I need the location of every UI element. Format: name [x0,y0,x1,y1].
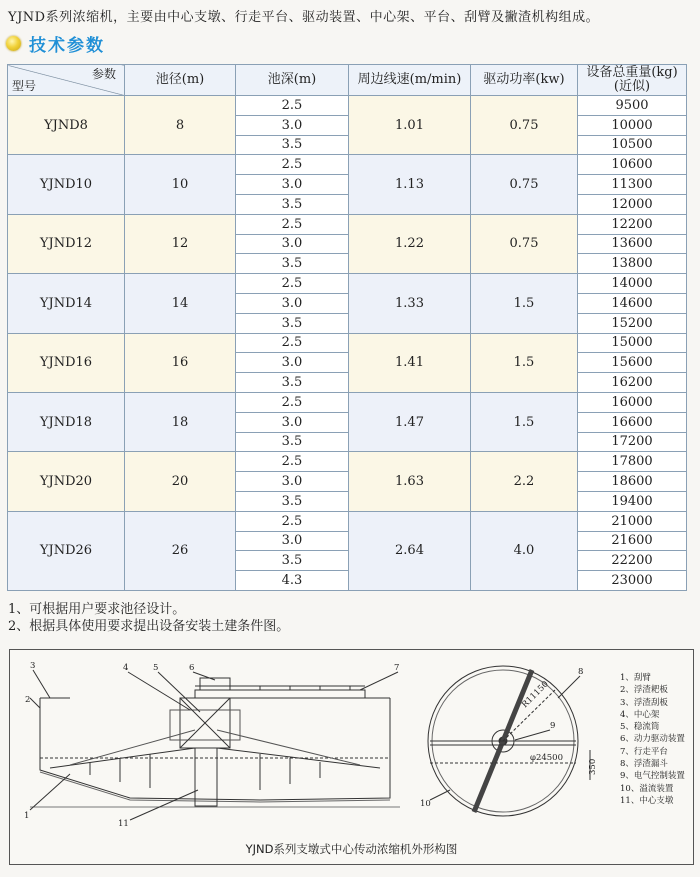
model-cell: YJND20 [8,452,125,511]
thickener-drawing [10,650,693,864]
depth-cell: 2.5 [236,452,349,472]
weight-cell: 23000 [578,571,687,591]
model-cell: YJND12 [8,214,125,273]
legend-item: 4、中心架 [620,709,660,720]
table-row [8,155,687,175]
note-item: 2、根据具体使用要求提出设备安装土建条件图。 [8,619,290,634]
diameter-cell: 10 [125,155,236,214]
weight-cell: 16000 [578,392,687,412]
model-cell: YJND16 [8,333,125,392]
label-dim-350: 350 [588,758,598,775]
weight-cell: 13800 [578,254,687,274]
weight-cell: 10500 [578,135,687,155]
depth-cell: 2.5 [236,392,349,412]
depth-cell: 3.0 [236,412,349,432]
table-row [8,392,687,412]
speed-cell: 1.47 [349,392,471,451]
speed-cell: 1.22 [349,214,471,273]
depth-cell: 3.5 [236,491,349,511]
speed-cell: 1.13 [349,155,471,214]
label-10: 10 [420,799,431,809]
header-diameter: 池径(m) [125,65,236,96]
legend-item: 5、稳流筒 [620,722,660,733]
diameter-cell: 18 [125,392,236,451]
model-cell: YJND8 [8,96,125,155]
table-row [8,511,687,531]
depth-cell: 3.0 [236,353,349,373]
figure-legend [620,672,685,807]
weight-cell: 16200 [578,373,687,393]
power-cell: 4.0 [471,511,578,590]
weight-cell: 19400 [578,491,687,511]
table-row [8,452,687,472]
table-row [8,333,687,353]
depth-cell: 4.3 [236,571,349,591]
header-diagonal-cell [8,65,125,96]
legend-item: 8、浮渣漏斗 [620,759,668,770]
weight-cell: 15200 [578,313,687,333]
intro-text: YJND系列浓缩机，主要由中心支墩、行走平台、驱动装置、中心架、平台、刮臂及撇渣机构组成。 [8,10,600,25]
header-weight [578,65,687,96]
depth-cell: 3.0 [236,293,349,313]
label-diameter: φ24500 [530,753,563,763]
model-cell: YJND26 [8,511,125,590]
depth-cell: 2.5 [236,274,349,294]
weight-cell: 14000 [578,274,687,294]
speed-cell: 1.41 [349,333,471,392]
table-row [8,274,687,294]
legend-item: 2、浮渣耙板 [620,685,668,696]
depth-cell: 3.0 [236,175,349,195]
weight-cell: 10000 [578,115,687,135]
power-cell: 0.75 [471,96,578,155]
label-1: 1 [24,811,30,821]
section-title: 技术参数 [29,36,105,56]
label-8: 8 [578,667,584,677]
speed-cell: 1.63 [349,452,471,511]
label-9: 9 [550,721,556,731]
power-cell: 1.5 [471,392,578,451]
depth-cell: 3.0 [236,115,349,135]
model-cell: YJND14 [8,274,125,333]
header-depth: 池深(m) [236,65,349,96]
power-cell: 1.5 [471,333,578,392]
depth-cell: 2.5 [236,214,349,234]
table-row [8,96,687,116]
weight-cell: 22200 [578,551,687,571]
weight-cell: 17800 [578,452,687,472]
header-model-label: 型号 [12,79,37,93]
weight-cell: 15600 [578,353,687,373]
figure-box [9,649,694,865]
bullet-dot-icon [6,36,21,51]
note-item: 1、可根据用户要求池径设计。 [8,602,186,617]
notes [8,601,289,635]
weight-cell: 11300 [578,175,687,195]
diameter-cell: 8 [125,96,236,155]
depth-cell: 3.0 [236,531,349,551]
legend-item: 10、溢流装置 [620,783,674,794]
center-pier [195,748,217,806]
diameter-cell: 12 [125,214,236,273]
power-cell: 2.2 [471,452,578,511]
depth-cell: 3.5 [236,551,349,571]
legend-item: 3、浮渣刮板 [620,697,668,708]
diameter-cell: 20 [125,452,236,511]
weight-cell: 13600 [578,234,687,254]
label-4: 4 [123,663,129,673]
walkway-bridge [195,690,365,698]
depth-cell: 3.5 [236,135,349,155]
spec-table [7,64,687,591]
label-radius: R11150 [520,679,551,711]
legend-item: 11、中心支墩 [620,795,674,806]
depth-cell: 3.0 [236,472,349,492]
weight-cell: 12200 [578,214,687,234]
speed-cell: 1.33 [349,274,471,333]
depth-cell: 3.5 [236,313,349,333]
weight-cell: 17200 [578,432,687,452]
weight-cell: 10600 [578,155,687,175]
label-5: 5 [153,663,159,673]
weight-cell: 12000 [578,194,687,214]
table-body [8,96,687,591]
depth-cell: 3.5 [236,373,349,393]
legend-item: 6、动力驱动装置 [620,734,685,745]
tank-floor-inner [40,772,390,802]
speed-cell: 2.64 [349,511,471,590]
weight-cell: 14600 [578,293,687,313]
weight-cell: 21000 [578,511,687,531]
depth-cell: 2.5 [236,333,349,353]
weight-cell: 15000 [578,333,687,353]
speed-cell: 1.01 [349,96,471,155]
header-param-label: 参数 [91,67,116,81]
depth-cell: 3.5 [236,194,349,214]
diameter-cell: 14 [125,274,236,333]
label-3: 3 [30,661,36,671]
depth-cell: 3.5 [236,254,349,274]
weight-cell: 9500 [578,96,687,116]
diameter-cell: 16 [125,333,236,392]
legend-item: 7、行走平台 [620,746,668,757]
power-cell: 1.5 [471,274,578,333]
table-row [8,214,687,234]
header-weight-line1: 设备总重量(kg) [586,65,678,80]
label-6: 6 [189,663,195,673]
depth-cell: 2.5 [236,96,349,116]
diameter-cell: 26 [125,511,236,590]
section-header [6,31,105,56]
weight-cell: 18600 [578,472,687,492]
label-11: 11 [118,819,129,829]
label-2: 2 [25,695,31,705]
legend-item: 1、刮臂 [620,673,651,683]
header-power: 驱动功率(kw) [471,65,578,96]
model-cell: YJND18 [8,392,125,451]
depth-cell: 3.5 [236,432,349,452]
legend-item: 9、电气控制装置 [620,771,685,782]
table-header-row [8,65,687,96]
power-cell: 0.75 [471,214,578,273]
model-cell: YJND10 [8,155,125,214]
depth-cell: 2.5 [236,511,349,531]
header-weight-line2: (近似) [613,79,651,94]
depth-cell: 3.0 [236,234,349,254]
label-7: 7 [394,663,400,673]
weight-cell: 21600 [578,531,687,551]
header-speed: 周边线速(m/min) [349,65,471,96]
depth-cell: 2.5 [236,155,349,175]
figure-caption: YJND系列支墩式中心传动浓缩机外形构图 [245,842,458,856]
weight-cell: 16600 [578,412,687,432]
power-cell: 0.75 [471,155,578,214]
